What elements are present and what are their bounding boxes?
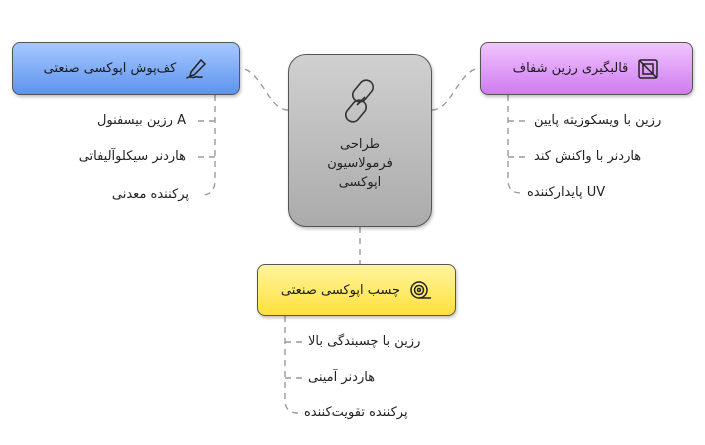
leaf-item: A رزین بیسفنول [96, 113, 186, 128]
connector-center-left [240, 68, 288, 110]
pen-signature-icon [184, 57, 208, 81]
connector-left-trunk [202, 95, 215, 195]
branch-label: چسب اپوکسی صنعتی [280, 282, 401, 298]
branch-label: کف‌پوش اپوکسی صنعتی [43, 61, 177, 76]
leaf-item: پرکننده تقویت‌کننده [304, 405, 408, 420]
connector-right-trunk [508, 95, 521, 193]
center-node [288, 54, 432, 227]
leaf-item: UV پایدارکننده [527, 185, 606, 200]
leaf-item: هاردنر با واکنش کند [534, 149, 642, 164]
leaf-item: پرکننده معدنی [111, 187, 189, 202]
connector-center-right [432, 68, 480, 110]
chain-link-icon [341, 75, 381, 129]
center-title [289, 135, 431, 192]
connector-bottom-trunk [285, 316, 298, 413]
branch-label: قالبگیری رزین شفاف [512, 61, 629, 76]
leaf-item: هاردنر آمینی [308, 370, 376, 385]
branch-node-industrial-adhesive [257, 264, 456, 316]
leaf-item: رزین با ویسکوزیته پایین [534, 113, 662, 128]
leaf-item: هاردنر سیکلوآلیفاتی [78, 149, 186, 164]
layers-square-icon [636, 57, 660, 81]
leaf-item: رزین با چسبندگی بالا [308, 334, 421, 349]
center-title-line: طراحی [339, 137, 380, 152]
branch-node-clear-resin-casting [480, 42, 693, 95]
branch-node-floor-coating [12, 42, 240, 95]
center-title-line: اپوکسی [338, 175, 382, 190]
center-title-line: فرمولاسیون [327, 156, 393, 171]
tape-roll-icon [408, 278, 432, 302]
